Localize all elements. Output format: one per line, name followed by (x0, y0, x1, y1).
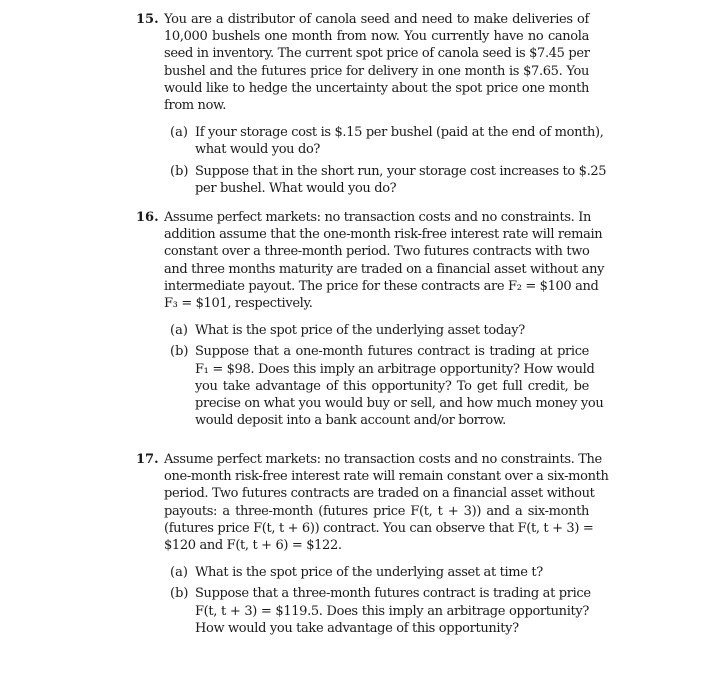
text-line: F(t, t + 3) = $119.5. Does this imply an arbitrage opportunity? (195, 603, 589, 619)
text-line: If your storage cost is $.15 per bushel (paid at the end of month), (195, 125, 604, 141)
problem-15 (136, 11, 607, 197)
text-line: period. Two futures contracts are traded on a financial asset without (164, 486, 595, 502)
text-line: you take advantage of this opportunity? To get full credit, be (195, 378, 589, 394)
text-line: intermediate payout. The price for these contracts are F₂ = $100 and (164, 278, 599, 294)
text-line: Suppose that a one-month futures contract is trading at price (195, 344, 589, 360)
problem-number: 16. (136, 210, 159, 225)
text-line: per bushel. What would you do? (195, 180, 397, 196)
part-b (170, 585, 589, 637)
text-line: seed in inventory. The current spot price of canola seed is $7.45 per (164, 46, 590, 62)
text-line: Suppose that in the short run, your storage cost increases to $.25 (195, 163, 607, 179)
text-line: What is the spot price of the underlying asset today? (195, 323, 525, 339)
text-line: addition assume that the one-month risk-free interest rate will remain (164, 227, 603, 243)
text-line: precise on what you would buy or sell, and how much money you (195, 396, 604, 412)
problem-number: 17. (136, 452, 159, 467)
part-label: (a) (170, 323, 188, 339)
part-label: (a) (170, 125, 188, 141)
text-line: what would you do? (195, 142, 321, 158)
text-line: would deposit into a bank account and/or borrow. (195, 413, 506, 429)
text-line: $120 and F(t, t + 6) = $122. (164, 538, 342, 554)
problem-stem (164, 209, 605, 312)
text-line: F₁ = $98. Does this imply an arbitrage opportunity? How would (195, 361, 595, 377)
problem-number: 15. (136, 12, 159, 27)
part-a (170, 124, 604, 158)
text-line: What is the spot price of the underlying asset at time t? (195, 565, 543, 581)
text-line: from now. (164, 98, 227, 114)
problem-stem (164, 11, 589, 114)
text-line: 10,000 bushels one month from now. You currently have no canola (164, 29, 589, 45)
part-label: (b) (170, 344, 189, 360)
text-line: You are a distributor of canola seed and need to make deliveries of (164, 12, 589, 27)
text-line: How would you take advantage of this opportunity? (195, 620, 519, 636)
text-line: one-month risk-free interest rate will remain constant over a six-month (164, 469, 609, 485)
part-b (170, 163, 607, 197)
part-label: (a) (170, 565, 188, 581)
text-line: and three months maturity are traded on a financial asset without any (164, 261, 605, 277)
text-line: constant over a three-month period. Two futures contracts with two (164, 244, 590, 260)
text-line: (futures price F(t, t + 6)) contract. You can observe that F(t, t + 3) = (164, 520, 594, 536)
text-line: payouts: a three-month (futures price F(t, t + 3)) and a six-month (164, 503, 589, 519)
text-line: Suppose that a three-month futures contract is trading at price (195, 586, 591, 602)
text-line: Assume perfect markets: no transaction costs and no constraints. In (164, 210, 592, 225)
part-a (170, 564, 589, 581)
text-line: F₃ = $101, respectively. (164, 296, 313, 312)
problem-17 (136, 451, 609, 637)
problem-16 (136, 209, 605, 429)
text-line: would like to hedge the uncertainty about the spot price one month (164, 80, 589, 96)
part-a (170, 322, 589, 339)
part-b (170, 343, 604, 429)
problem-stem (164, 451, 609, 554)
part-label: (b) (170, 586, 189, 602)
text-line: bushel and the futures price for delivery in one month is $7.65. You (164, 63, 589, 79)
part-label: (b) (170, 163, 189, 179)
text-line: Assume perfect markets: no transaction costs and no constraints. The (164, 452, 602, 467)
